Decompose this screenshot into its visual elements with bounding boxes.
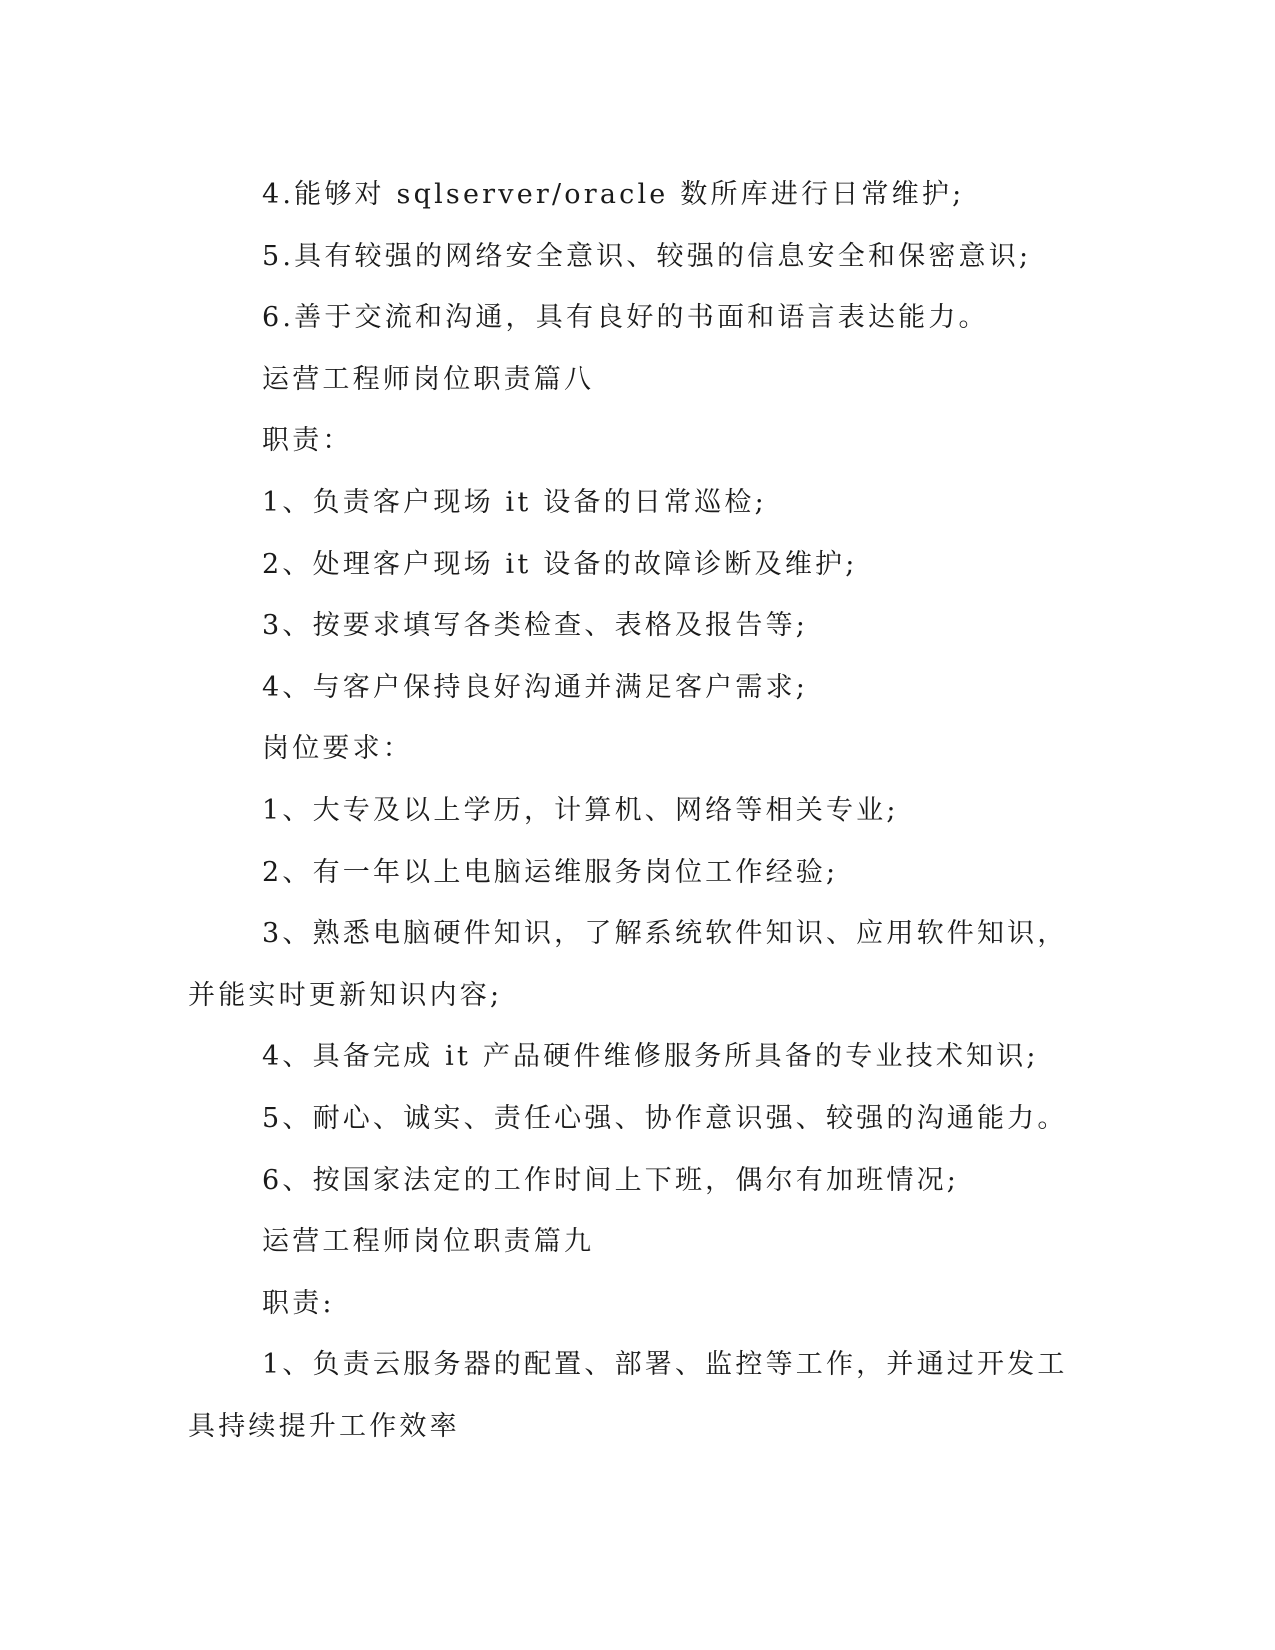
duty-item-3: 3、按要求填写各类检查、表格及报告等; bbox=[262, 610, 809, 642]
duty-item-4: 4、与客户保持良好沟通并满足客户需求; bbox=[262, 671, 809, 703]
paragraph-item-6: 6.善于交流和沟通，具有良好的书面和语言表达能力。 bbox=[262, 302, 989, 334]
requirement-item-6: 6、按国家法定的工作时间上下班，偶尔有加班情况; bbox=[262, 1164, 960, 1196]
requirement-item-4: 4、具备完成 it 产品硬件维修服务所具备的专业技术知识; bbox=[262, 1041, 1039, 1073]
paragraph-item-5: 5.具有较强的网络安全意识、较强的信息安全和保密意识; bbox=[262, 240, 1032, 272]
section-heading-9: 运营工程师岗位职责篇九 bbox=[262, 1226, 595, 1258]
requirement-item-5: 5、耐心、诚实、责任心强、协作意识强、较强的沟通能力。 bbox=[262, 1102, 1068, 1134]
duty-item-2: 2、处理客户现场 it 设备的故障诊断及维护; bbox=[262, 548, 858, 580]
duty-item-1: 1、负责客户现场 it 设备的日常巡检; bbox=[262, 486, 767, 518]
document-body bbox=[188, 164, 1068, 1457]
duty-item-9-1: 1、负责云服务器的配置、部署、监控等工作，并通过开发工具持续提升工作效率 bbox=[188, 1349, 1068, 1442]
requirements-label: 岗位要求： bbox=[262, 733, 413, 765]
paragraph-item-4: 4.能够对 sqlserver/oracle 数所库进行日常维护; bbox=[262, 179, 965, 210]
requirement-item-1: 1、大专及以上学历，计算机、网络等相关专业; bbox=[262, 794, 899, 826]
duties-label: 职责： bbox=[262, 425, 353, 457]
duties-label-9: 职责: bbox=[262, 1287, 335, 1319]
requirement-item-2: 2、有一年以上电脑运维服务岗位工作经验; bbox=[262, 856, 839, 888]
requirement-item-3: 3、熟悉电脑硬件知识，了解系统软件知识、应用软件知识，并能实时更新知识内容; bbox=[188, 918, 1068, 1011]
section-heading-8: 运营工程师岗位职责篇八 bbox=[262, 363, 595, 395]
